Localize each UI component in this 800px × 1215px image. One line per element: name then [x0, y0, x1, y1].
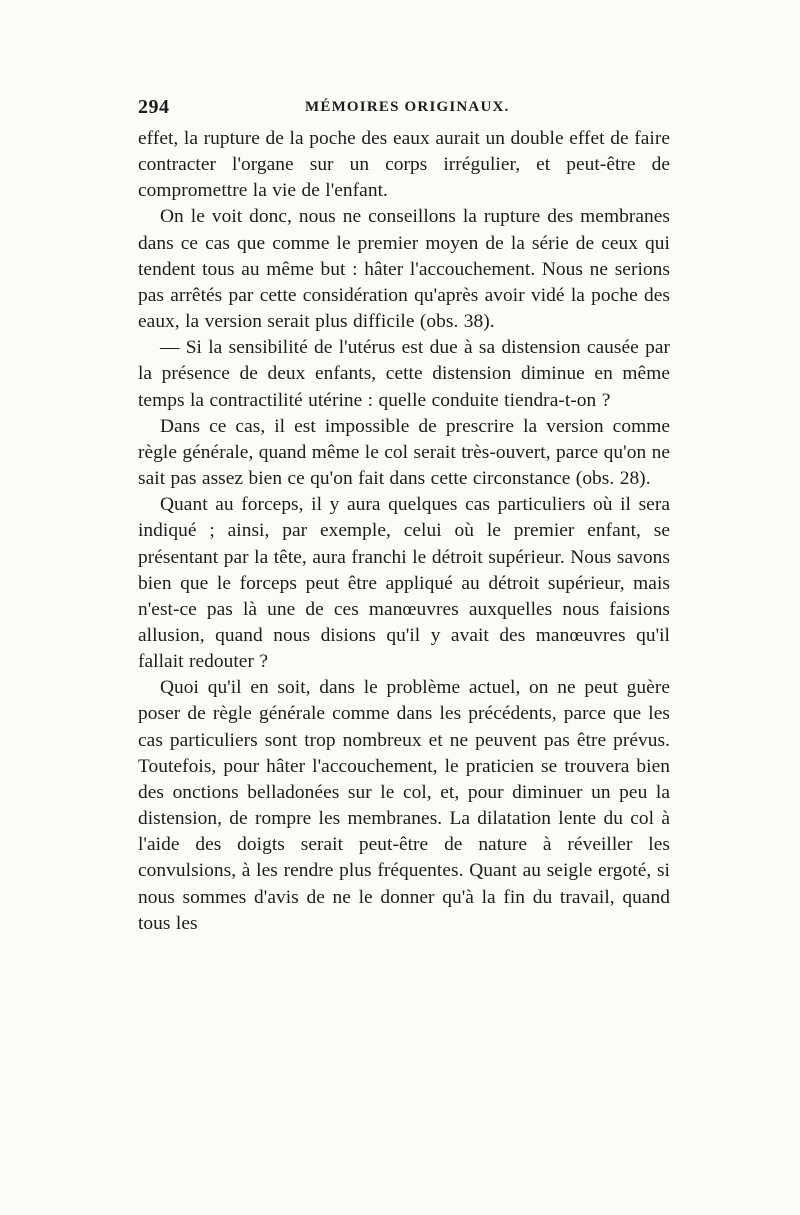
book-page: [138, 92, 670, 937]
paragraph: Quant au forceps, il y aura quelques cas particuliers où il sera indiqué ; ainsi, par exemple, celui où le premier enfant, se présentant par la tête, aura franchi le détroit supérieur. Nous savons bien que le forceps peut être appliqué au détroit supérieur, mais n'est-ce pas là une de ces manœuvres auxquelles nous faisions allusion, quand nous disions qu'il y avait des manœuvres qu'il fallait redouter ?: [138, 494, 670, 673]
paragraph-continuation: effet, la rupture de la poche des eaux aurait un double effet de faire contracter l'organe sur un corps irrégulier, et peut-être de compromettre la vie de l'enfant.: [138, 128, 670, 202]
paragraph: Dans ce cas, il est impossible de prescrire la version comme règle générale, quand même le col serait très-ouvert, parce qu'on ne sait pas assez bien ce qu'on fait dans cette circonstance (obs. 28).: [138, 415, 670, 490]
body-text: [138, 126, 670, 937]
paragraph: Quoi qu'il en soit, dans le problème actuel, on ne peut guère poser de règle générale comme dans les précédents, parce que les cas particuliers sont trop nombreux et ne peuvent pas être prévus. Toutefois, pour hâter l'accouchement, le praticien se trouvera bien des onctions belladonées sur le col, et, pour diminuer un peu la distension, de rompre les membranes. La dilatation lente du col à l'aide des doigts serait peut-être de nature à réveiller les convulsions, à les rendre plus fréquentes. Quant au seigle ergoté, si nous sommes d'avis de ne le donner qu'à la fin du travail, quand tous les: [138, 677, 670, 934]
page-number: 294: [138, 96, 170, 118]
running-title: MÉMOIRES ORIGINAUX.: [305, 99, 510, 115]
paragraph: — Si la sensibilité de l'utérus est due à sa distension causée par la présence de deux enfants, cette distension diminue en même temps la contractilité utérine : quelle conduite tiendra-t-on ?: [138, 337, 670, 411]
paragraph: On le voit donc, nous ne conseillons la rupture des membranes dans ce cas que comme le premier moyen de la série de ceux qui tendent tous au même but : hâter l'accouchement. Nous ne serions pas arrêtés par cette considération qu'après avoir vidé la poche des eaux, la version serait plus difficile (obs. 38).: [138, 206, 670, 333]
running-head: [138, 92, 670, 126]
